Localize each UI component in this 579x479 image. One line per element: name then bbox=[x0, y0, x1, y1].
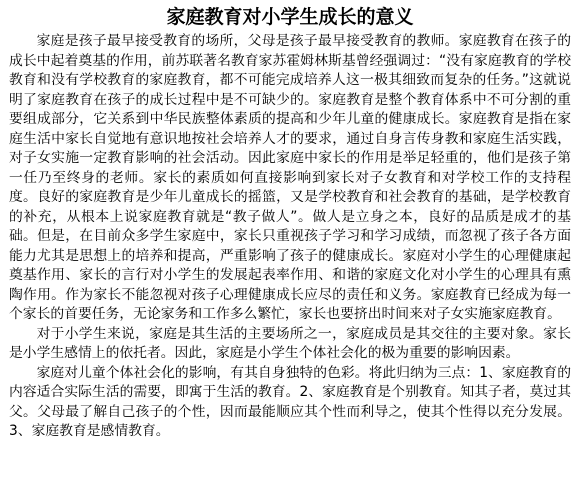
document bbox=[9, 4, 571, 442]
paragraph-2: 对于小学生来说，家庭是其生活的主要场所之一，家庭成员是其交往的主要对象。家长是小学生感情上的依托者。因此，家庭是小学生个体社会化的极为重要的影响因素。 bbox=[9, 325, 571, 361]
paragraph-1: 家庭是孩子最早接受教育的场所，父母是孩子最早接受教育的教师。家庭教育在孩子的成长中起着奠基的作用，前苏联著名教育家苏霍姆林斯基曾经强调过：“没有家庭教育的学校教育和没有学校教育的家庭教育，都不可能完成培养人这一极其细致而复杂的任务。”这就说明了家庭教育在孩子的成长过程中是不可缺少的。家庭教育是整个教育体系中不可分割的重要组成部分，它关系到中华民族整体素质的提高和少年儿童的健康成长。家庭教育是指在家庭生活中家长自觉地有意识地按社会培养人才的要求，通过自身言传身教和家庭生活实践，对子女实施一定教育影响的社会活动。因此家庭中家长的作用是举足轻重的，他们是孩子第一任乃至终身的老师。家长的素质如何直接影响到家长对子女教育和对学校工作的支持程度。良好的家庭教育是少年儿童成长的摇篮，又是学校教育和社会教育的基础，是学校教育的补充，从根本上说家庭教育就是“教子做人”。做人是立身之本，良好的品质是成才的基础。但是，在目前众多学生家庭中，家长只重视孩子学习和学习成绩，而忽视了孩子各方面能力尤其是思想上的培养和提高，严重影响了孩子的健康成长。家庭对小学生的心理健康起奠基作用、家长的言行对小学生的发展起表率作用、和谐的家庭文化对小学生的心理具有熏陶作用。作为家长不能忽视对孩子心理健康成长应尽的责任和义务。家庭教育已经成为每一个家长的首要任务，无论家务和工作多么繁忙，家长也要挤出时间来对子女实施家庭教育。 bbox=[9, 33, 571, 322]
paragraph-3: 家庭对儿童个体社会化的影响，有其自身独特的色彩。将此归纳为三点：1、家庭教育的内容适合实际生活的需要，即寓于生活的教育。2、家庭教育是个别教育。知其子者，莫过其父。父母最了解自己孩子的个性，因而最能顺应其个性而利导之，使其个性得以充分发展。3、家庭教育是感情教育。 bbox=[9, 364, 571, 439]
document-title: 家庭教育对小学生成长的意义 bbox=[166, 6, 414, 28]
